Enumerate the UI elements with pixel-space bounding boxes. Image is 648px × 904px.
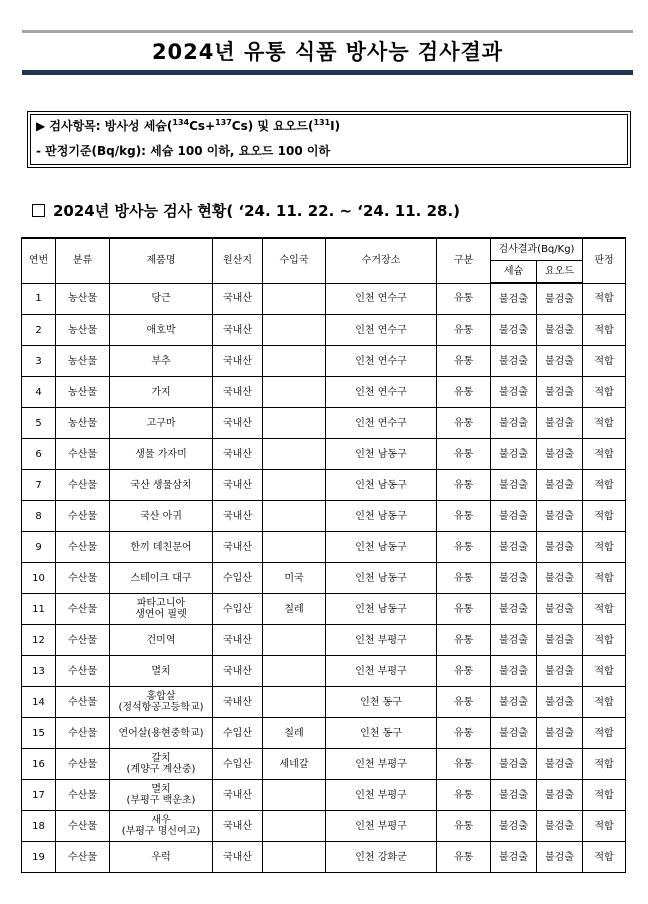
cell-location: 인천 남동구 <box>326 563 437 594</box>
cell-location: 인천 부평구 <box>326 749 437 780</box>
cell-product: 우럭 <box>110 842 213 873</box>
test-items-mid2: Cs) 및 요오드( <box>231 119 314 133</box>
cell-origin: 국내산 <box>213 315 263 346</box>
cell-no: 13 <box>22 656 56 687</box>
cell-location: 인천 부평구 <box>326 780 437 811</box>
test-items-end: I) <box>330 119 341 133</box>
cell-judgment: 적합 <box>583 563 626 594</box>
cell-product: 생물 가자미 <box>110 439 213 470</box>
cell-no: 17 <box>22 780 56 811</box>
header-category: 분류 <box>56 238 110 283</box>
cell-import-country <box>263 687 326 718</box>
table-row <box>22 656 626 687</box>
cell-cesium: 불검출 <box>491 377 537 408</box>
cell-import-country: 칠레 <box>263 594 326 625</box>
cell-category: 농산물 <box>56 377 110 408</box>
cell-import-country <box>263 283 326 315</box>
table-row <box>22 842 626 873</box>
header-product: 제품명 <box>110 238 213 283</box>
cell-cesium: 불검출 <box>491 811 537 842</box>
header-no: 연번 <box>22 238 56 283</box>
cell-category: 농산물 <box>56 346 110 377</box>
cell-import-country <box>263 377 326 408</box>
cell-judgment: 적합 <box>583 315 626 346</box>
cell-iodine: 불검출 <box>537 470 583 501</box>
cell-product: 가지 <box>110 377 213 408</box>
cell-cesium: 불검출 <box>491 315 537 346</box>
judgment-criteria: - 판정기준(Bq/kg): 세슘 100 이하, 요오드 100 이하 <box>36 144 331 158</box>
cell-import-country <box>263 315 326 346</box>
cell-origin: 국내산 <box>213 842 263 873</box>
cell-location: 인천 부평구 <box>326 811 437 842</box>
cell-product: 파타고니아 생연어 필렛 <box>110 594 213 625</box>
cell-import-country: 칠레 <box>263 718 326 749</box>
cell-origin: 수입산 <box>213 594 263 625</box>
cell-cesium: 불검출 <box>491 408 537 439</box>
cell-judgment: 적합 <box>583 470 626 501</box>
test-items-mid1: Cs+ <box>189 119 216 133</box>
cell-iodine: 불검출 <box>537 501 583 532</box>
cell-cesium: 불검출 <box>491 656 537 687</box>
section-title: 2024년 방사능 검사 현황( ‘24. 11. 22. ~ ‘24. 11. 28.) <box>53 202 460 220</box>
header-judgment: 판정 <box>583 238 626 283</box>
cell-no: 12 <box>22 625 56 656</box>
cell-category: 수산물 <box>56 780 110 811</box>
cell-import-country: 세네갈 <box>263 749 326 780</box>
cell-product: 국산 아귀 <box>110 501 213 532</box>
cell-judgment: 적합 <box>583 408 626 439</box>
cell-location: 인천 연수구 <box>326 408 437 439</box>
cell-origin: 국내산 <box>213 377 263 408</box>
cell-type: 유통 <box>437 377 491 408</box>
table-row <box>22 780 626 811</box>
table-row <box>22 749 626 780</box>
cell-iodine: 불검출 <box>537 749 583 780</box>
cell-judgment: 적합 <box>583 780 626 811</box>
cell-no: 16 <box>22 749 56 780</box>
cell-no: 8 <box>22 501 56 532</box>
cell-type: 유통 <box>437 718 491 749</box>
cell-origin: 국내산 <box>213 439 263 470</box>
cell-origin: 국내산 <box>213 532 263 563</box>
cell-location: 인천 남동구 <box>326 470 437 501</box>
table-row <box>22 501 626 532</box>
cell-no: 9 <box>22 532 56 563</box>
table-row <box>22 283 626 315</box>
cell-no: 1 <box>22 283 56 315</box>
cell-judgment: 적합 <box>583 283 626 315</box>
cell-iodine: 불검출 <box>537 656 583 687</box>
cell-location: 인천 부평구 <box>326 656 437 687</box>
i131-sup: 131 <box>313 118 331 127</box>
cell-origin: 국내산 <box>213 501 263 532</box>
cell-cesium: 불검출 <box>491 439 537 470</box>
cell-type: 유통 <box>437 283 491 315</box>
cell-origin: 국내산 <box>213 625 263 656</box>
cell-type: 유통 <box>437 346 491 377</box>
cell-category: 수산물 <box>56 811 110 842</box>
cell-type: 유통 <box>437 780 491 811</box>
table-row <box>22 346 626 377</box>
cell-import-country: 미국 <box>263 563 326 594</box>
cell-location: 인천 연수구 <box>326 346 437 377</box>
cell-product: 애호박 <box>110 315 213 346</box>
title-rule <box>22 70 633 75</box>
cell-judgment: 적합 <box>583 749 626 780</box>
header-import-country: 수입국 <box>263 238 326 283</box>
cell-location: 인천 강화군 <box>326 842 437 873</box>
cell-location: 인천 연수구 <box>326 315 437 346</box>
header-location: 수거장소 <box>326 238 437 283</box>
cell-product: 고구마 <box>110 408 213 439</box>
cell-category: 수산물 <box>56 718 110 749</box>
table-row <box>22 408 626 439</box>
page-title: 2024년 유통 식품 방사능 검사결과 <box>151 40 504 64</box>
cell-type: 유통 <box>437 656 491 687</box>
cs134-sup: 134 <box>172 118 190 127</box>
cell-type: 유통 <box>437 563 491 594</box>
cell-location: 인천 연수구 <box>326 377 437 408</box>
cell-no: 10 <box>22 563 56 594</box>
cell-type: 유통 <box>437 811 491 842</box>
cell-no: 2 <box>22 315 56 346</box>
cell-origin: 수입산 <box>213 749 263 780</box>
cell-category: 수산물 <box>56 563 110 594</box>
cell-cesium: 불검출 <box>491 346 537 377</box>
cell-import-country <box>263 780 326 811</box>
table-body <box>22 283 626 873</box>
cell-product: 부추 <box>110 346 213 377</box>
cell-iodine: 불검출 <box>537 315 583 346</box>
cell-cesium: 불검출 <box>491 501 537 532</box>
table-row <box>22 718 626 749</box>
top-rule <box>22 30 633 33</box>
cell-cesium: 불검출 <box>491 594 537 625</box>
header-result: 검사결과(Bq/Kg) <box>491 238 583 261</box>
cell-judgment: 적합 <box>583 656 626 687</box>
cell-no: 18 <box>22 811 56 842</box>
cell-cesium: 불검출 <box>491 718 537 749</box>
cell-iodine: 불검출 <box>537 594 583 625</box>
cell-import-country <box>263 656 326 687</box>
cell-import-country <box>263 439 326 470</box>
cell-judgment: 적합 <box>583 842 626 873</box>
cell-origin: 국내산 <box>213 408 263 439</box>
cell-location: 인천 동구 <box>326 718 437 749</box>
cell-location: 인천 남동구 <box>326 594 437 625</box>
results-table <box>21 237 626 873</box>
cell-category: 농산물 <box>56 408 110 439</box>
cell-category: 수산물 <box>56 501 110 532</box>
cell-type: 유통 <box>437 594 491 625</box>
cell-product: 멸치 <box>110 656 213 687</box>
cell-iodine: 불검출 <box>537 625 583 656</box>
cell-no: 19 <box>22 842 56 873</box>
cell-type: 유통 <box>437 408 491 439</box>
cell-origin: 국내산 <box>213 283 263 315</box>
cell-judgment: 적합 <box>583 594 626 625</box>
cell-iodine: 불검출 <box>537 687 583 718</box>
cell-iodine: 불검출 <box>537 563 583 594</box>
cell-type: 유통 <box>437 749 491 780</box>
cell-origin: 국내산 <box>213 656 263 687</box>
cell-iodine: 불검출 <box>537 377 583 408</box>
cell-origin: 수입산 <box>213 563 263 594</box>
cell-cesium: 불검출 <box>491 563 537 594</box>
cell-category: 수산물 <box>56 749 110 780</box>
table-row <box>22 625 626 656</box>
cell-type: 유통 <box>437 625 491 656</box>
cell-product: 홍합살 (정석항공고등학교) <box>110 687 213 718</box>
cell-product: 연어살(용현중학교) <box>110 718 213 749</box>
test-items <box>36 117 340 134</box>
header-cesium: 세슘 <box>491 261 537 284</box>
cell-iodine: 불검출 <box>537 346 583 377</box>
cell-product: 새우 (부평구 명신여고) <box>110 811 213 842</box>
cell-type: 유통 <box>437 532 491 563</box>
header-iodine: 요오드 <box>537 261 583 284</box>
cell-cesium: 불검출 <box>491 749 537 780</box>
table-row <box>22 377 626 408</box>
cell-product: 멸치 (부평구 백운초) <box>110 780 213 811</box>
cell-product: 당근 <box>110 283 213 315</box>
cell-cesium: 불검출 <box>491 842 537 873</box>
cell-category: 수산물 <box>56 842 110 873</box>
cell-cesium: 불검출 <box>491 283 537 315</box>
cell-iodine: 불검출 <box>537 283 583 315</box>
cell-judgment: 적합 <box>583 532 626 563</box>
cell-type: 유통 <box>437 439 491 470</box>
checkbox-icon <box>32 204 45 217</box>
cell-cesium: 불검출 <box>491 780 537 811</box>
section-heading <box>32 200 460 221</box>
header-type: 구분 <box>437 238 491 283</box>
cell-product: 갈치 (계양구 계산중) <box>110 749 213 780</box>
cell-no: 6 <box>22 439 56 470</box>
cell-category: 수산물 <box>56 625 110 656</box>
cell-judgment: 적합 <box>583 501 626 532</box>
info-box <box>27 111 631 168</box>
table-row <box>22 594 626 625</box>
cell-location: 인천 남동구 <box>326 501 437 532</box>
cell-iodine: 불검출 <box>537 532 583 563</box>
test-items-prefix: ▶ 검사항목: 방사성 세슘( <box>36 119 173 133</box>
cell-judgment: 적합 <box>583 625 626 656</box>
cell-origin: 수입산 <box>213 718 263 749</box>
cell-location: 인천 동구 <box>326 687 437 718</box>
table-row <box>22 811 626 842</box>
cell-product: 스테이크 대구 <box>110 563 213 594</box>
cell-import-country <box>263 346 326 377</box>
table-row <box>22 532 626 563</box>
cell-origin: 국내산 <box>213 811 263 842</box>
cell-judgment: 적합 <box>583 718 626 749</box>
cell-no: 3 <box>22 346 56 377</box>
cell-product: 한끼 데친문어 <box>110 532 213 563</box>
cell-type: 유통 <box>437 470 491 501</box>
header-origin: 원산지 <box>213 238 263 283</box>
cell-no: 4 <box>22 377 56 408</box>
cell-location: 인천 연수구 <box>326 283 437 315</box>
cell-type: 유통 <box>437 687 491 718</box>
cell-product: 국산 생물삼치 <box>110 470 213 501</box>
cell-no: 7 <box>22 470 56 501</box>
cell-iodine: 불검출 <box>537 439 583 470</box>
cell-type: 유통 <box>437 315 491 346</box>
cell-import-country <box>263 625 326 656</box>
cell-judgment: 적합 <box>583 346 626 377</box>
cell-import-country <box>263 532 326 563</box>
cell-cesium: 불검출 <box>491 687 537 718</box>
cell-iodine: 불검출 <box>537 842 583 873</box>
cell-judgment: 적합 <box>583 377 626 408</box>
cell-cesium: 불검출 <box>491 532 537 563</box>
table-row <box>22 439 626 470</box>
table-row <box>22 315 626 346</box>
cell-category: 수산물 <box>56 594 110 625</box>
cell-location: 인천 부평구 <box>326 625 437 656</box>
cell-location: 인천 남동구 <box>326 439 437 470</box>
cell-import-country <box>263 501 326 532</box>
cell-import-country <box>263 470 326 501</box>
cell-origin: 국내산 <box>213 346 263 377</box>
cell-import-country <box>263 811 326 842</box>
table-row <box>22 470 626 501</box>
cell-origin: 국내산 <box>213 470 263 501</box>
cell-category: 수산물 <box>56 656 110 687</box>
cs137-sup: 137 <box>215 118 232 127</box>
cell-no: 11 <box>22 594 56 625</box>
cell-origin: 국내산 <box>213 687 263 718</box>
cell-cesium: 불검출 <box>491 625 537 656</box>
cell-judgment: 적합 <box>583 811 626 842</box>
cell-origin: 국내산 <box>213 780 263 811</box>
cell-cesium: 불검출 <box>491 470 537 501</box>
cell-location: 인천 남동구 <box>326 532 437 563</box>
cell-category: 수산물 <box>56 532 110 563</box>
cell-category: 수산물 <box>56 470 110 501</box>
cell-import-country <box>263 842 326 873</box>
cell-no: 14 <box>22 687 56 718</box>
cell-import-country <box>263 408 326 439</box>
cell-iodine: 불검출 <box>537 408 583 439</box>
cell-no: 5 <box>22 408 56 439</box>
cell-judgment: 적합 <box>583 439 626 470</box>
cell-type: 유통 <box>437 501 491 532</box>
cell-iodine: 불검출 <box>537 780 583 811</box>
cell-category: 수산물 <box>56 439 110 470</box>
cell-category: 수산물 <box>56 687 110 718</box>
table-row <box>22 687 626 718</box>
cell-type: 유통 <box>437 842 491 873</box>
cell-category: 농산물 <box>56 283 110 315</box>
cell-judgment: 적합 <box>583 687 626 718</box>
cell-product: 건미역 <box>110 625 213 656</box>
cell-iodine: 불검출 <box>537 811 583 842</box>
cell-no: 15 <box>22 718 56 749</box>
cell-category: 농산물 <box>56 315 110 346</box>
cell-iodine: 불검출 <box>537 718 583 749</box>
table-row <box>22 563 626 594</box>
